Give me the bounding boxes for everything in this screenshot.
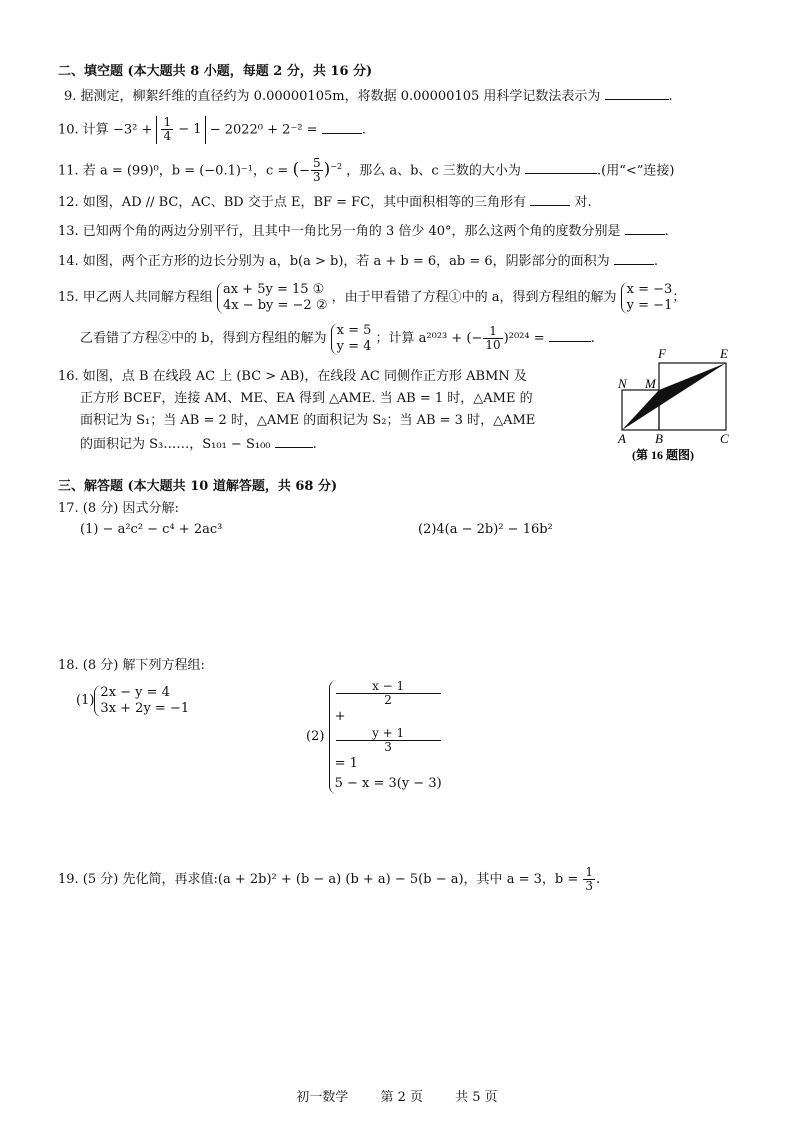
q17-part-1: (1) − a²c² − c⁴ + 2ac³ xyxy=(80,522,223,537)
q19-fraction: $\frac{1}{3}$ xyxy=(585,865,593,893)
section2-title: 二、填空题 (本大题共 8 小题，每题 2 分，共 16 分) xyxy=(58,64,373,79)
q18-2-frac-1: x − 1 2 xyxy=(336,680,441,707)
question-10: 10. 计算 −3² + $\frac{1}{4}$ − 1 − 2022⁰ + 2⁻² = . xyxy=(58,115,366,143)
q10-fraction: $\frac{1}{4}$ xyxy=(163,115,172,143)
q10-answer-blank[interactable] xyxy=(322,120,362,134)
q10-absolute-value: $\frac{1}{4}$ − 1 xyxy=(156,116,205,144)
q15-answer-blank[interactable] xyxy=(549,328,591,342)
label-C: C xyxy=(720,431,729,446)
q15-fraction: $\frac{1}{10}$ xyxy=(485,324,501,352)
label-N: N xyxy=(618,376,627,391)
q15-line2-mid: ；计算 a²⁰²³ + (− xyxy=(375,331,483,346)
q17-part-2: (2)4(a − 2b)² − 16b² xyxy=(418,522,553,537)
question-11: 11. 若 a = (99)⁰，b = (−0.1)⁻¹，c = (− $\frac{5}{3}$ )$^{-2}$ ，那么 a、b、c 三数的大小为 .(用“<”连接) xyxy=(58,156,675,185)
q15-system: ax + 5y = 15 ① 4x − by = −2 ② xyxy=(217,282,328,314)
q11-suffix: ，那么 a、b、c 三数的大小为 xyxy=(346,163,521,179)
figure-caption: (第 16 题图) xyxy=(632,448,694,462)
question-15-line2: 乙看错了方程②中的 b，得到方程组的解为 x = 5 y = 4 ；计算 a²⁰²³ + (− $\frac{1}{10}$ )²⁰²⁴ = . xyxy=(80,322,595,354)
q12-answer-blank[interactable] xyxy=(530,192,570,206)
q15-prefix: 15. 甲乙两人共同解方程组 xyxy=(58,290,213,305)
section3-title: 三、解答题 (本大题共 10 道解答题，共 68 分) xyxy=(58,479,338,494)
q11-answer-blank[interactable] xyxy=(525,160,597,174)
figure-16 xyxy=(612,346,742,464)
q18-2-frac-2: y + 1 3 xyxy=(336,727,441,754)
q12-text: 12. 如图，AD // BC，AC、BD 交于点 E，BF = FC，其中面积相等的三角形有 xyxy=(58,195,527,210)
q15-solution-1: x = −3 y = −1 xyxy=(621,282,673,314)
q12-tail: 对. xyxy=(574,195,592,210)
question-17: 17. (8 分) 因式分解: xyxy=(58,501,179,516)
question-14: 14. 如图，两个正方形的边长分别为 a，b(a > b)，若 a + b = 6，ab = 6，阴影部分的面积为 . xyxy=(58,251,658,271)
question-18: 18. (8 分) 解下列方程组: xyxy=(58,658,205,673)
q15-mid: ，由于甲看错了方程①中的 a，得到方程组的解为 xyxy=(331,290,617,305)
q16-line-3: 面积记为 S₁；当 AB = 2 时，△AME 的面积记为 S₂；当 AB = 3 时，△AME xyxy=(80,413,536,428)
q9-answer-blank[interactable] xyxy=(605,86,669,100)
q15-solution-2: x = 5 y = 4 xyxy=(331,323,372,355)
figure-16-svg xyxy=(612,346,742,464)
q14-answer-blank[interactable] xyxy=(614,251,654,265)
question-13: 13. 已知两个角的两边分别平行，且其中一角比另一角的 3 倍少 40°，那么这两个角的度数分别是 . xyxy=(58,221,669,241)
label-A: A xyxy=(618,431,626,446)
question-9: 9. 据测定，柳絮纤维的直径约为 0.00000105m，将数据 0.00000105 用科学记数法表示为 . xyxy=(64,86,673,106)
q18-1-system: 2x − y = 4 3x + 2y = −1 xyxy=(94,685,189,717)
q18-part-2: (2) x − 1 2 + y + 1 3 = 1 5 − x = 3(y − 3) xyxy=(306,680,442,794)
q11-fraction: $\frac{5}{3}$ xyxy=(313,156,321,185)
q13-text: 13. 已知两个角的两边分别平行，且其中一角比另一角的 3 倍少 40°，那么这两个角的度数分别是 xyxy=(58,224,621,239)
q16-answer-blank[interactable] xyxy=(275,434,313,448)
footer-total: 共 5 页 xyxy=(455,1090,498,1105)
q11-prefix: 11. 若 a = (99)⁰，b = (−0.1)⁻¹，c = xyxy=(58,163,289,179)
q11-tail: .(用“<”连接) xyxy=(596,163,675,179)
footer-page: 第 2 页 xyxy=(380,1090,423,1105)
footer-subject: 初一数学 xyxy=(296,1090,349,1105)
q18-part-1: (1) 2x − y = 4 3x + 2y = −1 xyxy=(76,684,190,716)
question-12 xyxy=(58,192,592,212)
q13-answer-blank[interactable] xyxy=(625,221,665,235)
q15-line2-end: )²⁰²⁴ = xyxy=(503,331,545,346)
q18-2-system: x − 1 2 + y + 1 3 = 1 5 − x = 3(y − 3) xyxy=(329,680,442,794)
q16-line-1: 16. 如图，点 B 在线段 AC 上 (BC > AB)，在线段 AC 同侧作正方形 ABMN 及 xyxy=(58,369,527,384)
label-E: E xyxy=(720,346,728,361)
label-B: B xyxy=(655,431,663,446)
q14-text: 14. 如图，两个正方形的边长分别为 a，b(a > b)，若 a + b = 6，ab = 6，阴影部分的面积为 xyxy=(58,254,610,269)
triangle-ame xyxy=(622,363,726,430)
page-footer xyxy=(0,1086,794,1105)
q15-line2-prefix: 乙看错了方程②中的 b，得到方程组的解为 xyxy=(80,331,327,346)
q10-prefix: 10. 计算 −3² + xyxy=(58,122,153,138)
question-19: 19. (5 分) 先化简，再求值:(a + 2b)² + (b − a) (b + a) − 5(b − a)，其中 a = 3，b = $\frac{1}{3}$ . xyxy=(58,865,601,893)
question-15-line1: 15. 甲乙两人共同解方程组 ax + 5y = 15 ① 4x − by = −2 ② ，由于甲看错了方程①中的 a，得到方程组的解为 x = −3 y = −1 ； xyxy=(58,281,686,313)
label-M: M xyxy=(645,376,656,391)
q9-text: 9. 据测定，柳絮纤维的直径约为 0.00000105m，将数据 0.00000105 用科学记数法表示为 xyxy=(64,89,601,104)
q16-line-4: 的面积记为 S₃……，S₁₀₁ − S₁₀₀ . xyxy=(80,434,317,454)
label-F: F xyxy=(658,346,666,361)
q16-line-2: 正方形 BCEF，连接 AM、ME、EA 得到 △AME. 当 AB = 1 时，△AME 的 xyxy=(80,391,533,406)
q10-suffix: − 2022⁰ + 2⁻² = xyxy=(209,122,318,138)
